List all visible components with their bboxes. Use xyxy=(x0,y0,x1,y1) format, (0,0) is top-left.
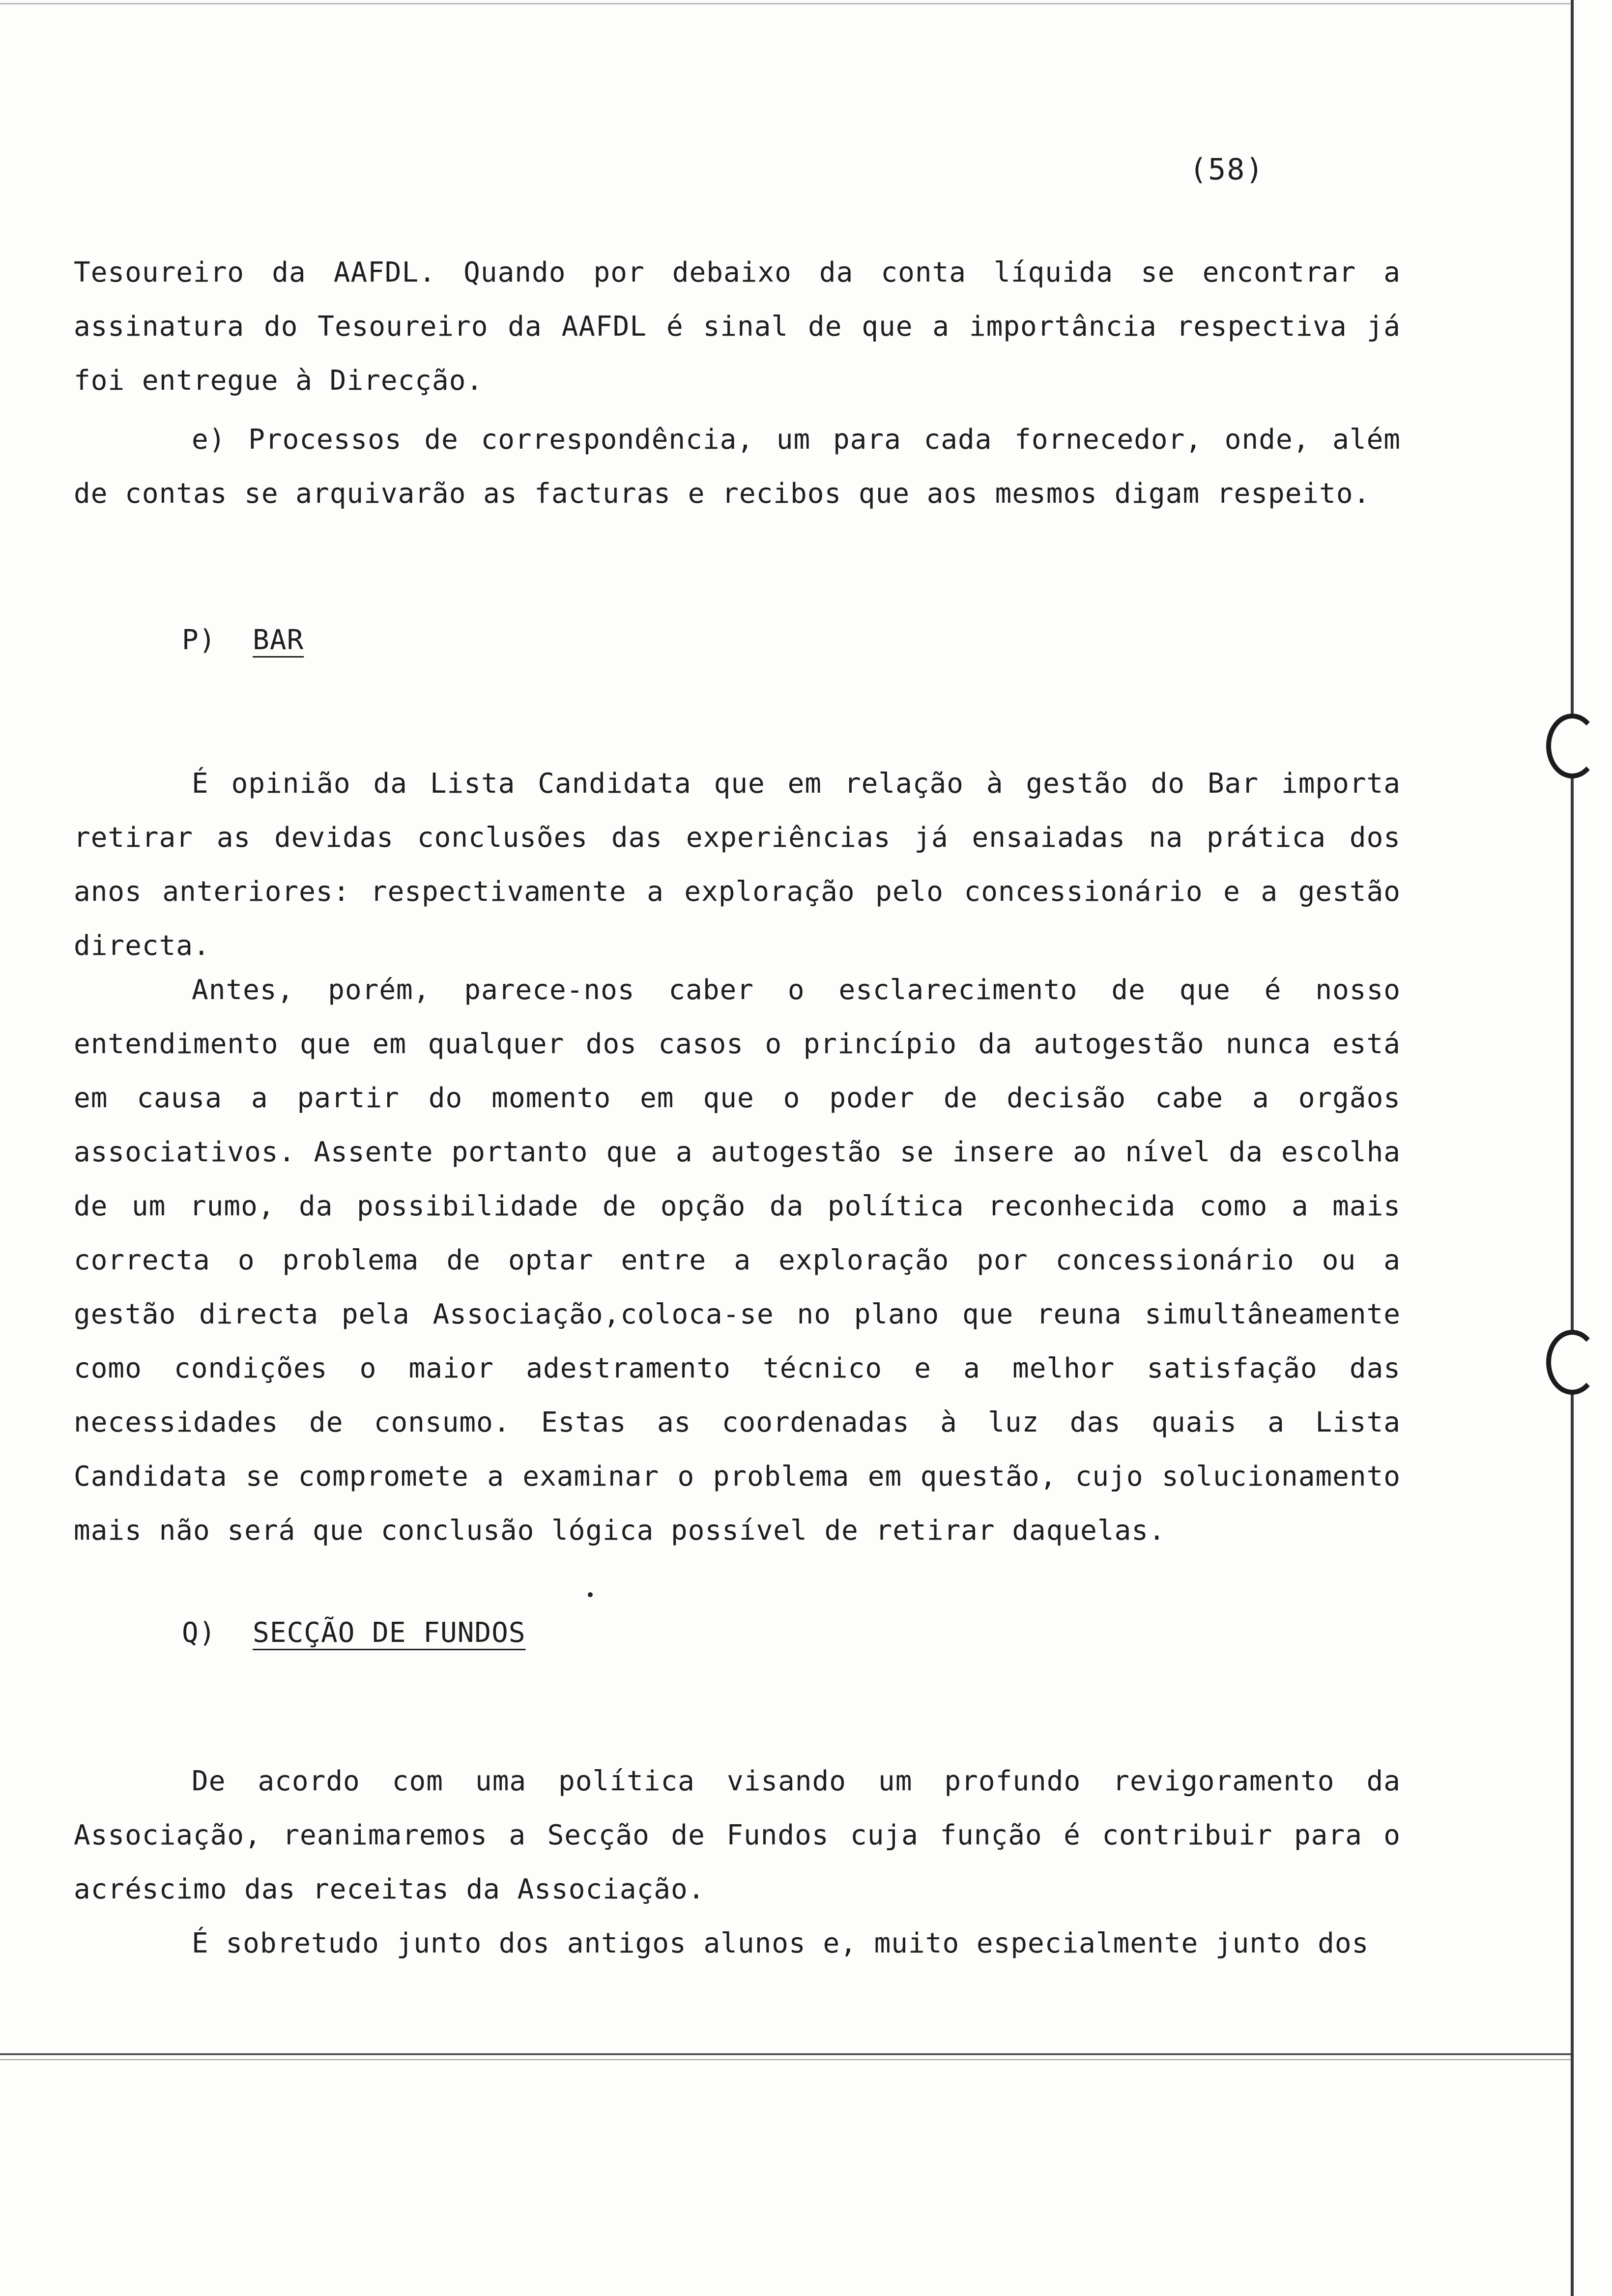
paragraph-antes-porem: Antes, porém, parece-nos caber o esclarecimento de que é nosso entendimento que em qualquer dos casos o princípio da autogestão nunca está em causa a partir do momento em que o poder de decisão cabe a orgãos associativos. Assente portanto que a autogestão se insere ao nível da escolha de um rumo, da possibilidade de opção da política reconhecida como a mais correcta o problema de optar entre a exploração por concessionário ou a gestão directa pela Associação,coloca-se no plano que reuna simultâneamente como condições o maior adestramento técnico e a melhor satisfação das necessidades de consumo. Estas as coordenadas à luz das quais a Lista Candidata se compromete a examinar o problema em questão, cujo solucionamento mais não será que conclusão lógica possível de retirar daquelas. xyxy=(74,974,1401,1547)
page-number: (58) xyxy=(1189,152,1265,187)
punch-hole-upper xyxy=(1546,714,1598,778)
paragraph-processos: e) Processos de correspondência, um para cada fornecedor, onde, além de contas se arquivarão as facturas e recibos que aos mesmos digam respeito. xyxy=(74,424,1401,510)
paragraph-acordo: De acordo com uma política visando um profundo revigoramento da Associação, reanimaremos a Secção de Fundos cuja função é contribuir para o acréscimo das receitas da Associação. xyxy=(74,1765,1401,1905)
bottom-edge-rule xyxy=(0,2053,1571,2055)
paragraph-opiniao: É opinião da Lista Candidata que em relação à gestão do Bar importa retirar as devidas conclusões das experiências já ensaiadas na prática dos anos anteriores: respectivamente a exploração pelo concessionário e a gestão directa. xyxy=(74,768,1401,962)
right-margin-rule xyxy=(1571,0,1574,2296)
punch-hole-lower xyxy=(1546,1330,1598,1395)
section-letter-p: P) xyxy=(182,624,216,656)
section-heading-fundos xyxy=(182,1617,526,1649)
paragraph-sobretudo: É sobretudo junto dos antigos alunos e, muito especialmente junto dos xyxy=(192,1927,1369,1959)
section-title-fundos: SECÇÃO DE FUNDOS xyxy=(253,1617,526,1649)
section-title-bar: BAR xyxy=(253,624,304,656)
ink-speck xyxy=(588,1592,593,1597)
bottom-edge-rule-secondary xyxy=(0,2059,1571,2060)
paragraph-tesoureiro: Tesoureiro da AAFDL. Quando por debaixo da conta líquida se encontrar a assinatura do Tesoureiro da AAFDL é sinal de que a importância respectiva já foi entregue à Direcção. xyxy=(74,257,1401,397)
section-letter-q: Q) xyxy=(182,1617,216,1649)
section-heading-bar xyxy=(182,624,304,656)
top-edge-rule xyxy=(0,3,1570,4)
